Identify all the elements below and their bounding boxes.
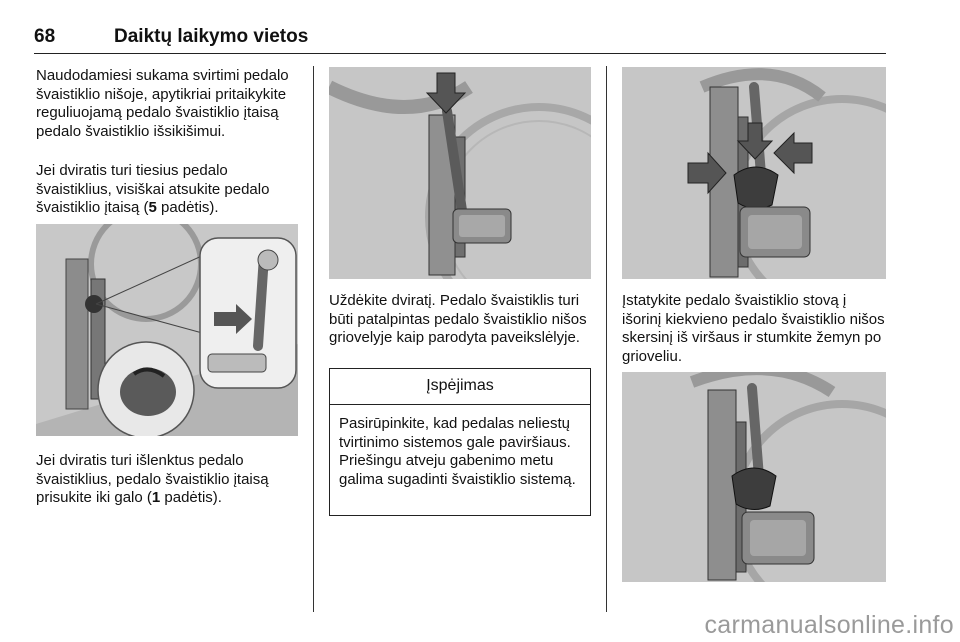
warning-title: Įspėjimas: [330, 369, 590, 405]
figure-crank-adjuster: [36, 224, 298, 436]
page-title: Daiktų laikymo vietos: [114, 26, 309, 47]
page-header: [34, 26, 886, 54]
warning-text: Pasirūpinkite, kad pedalas neliestų tvirtinimo sistemos gale paviršiaus. Priešingu atveju gabenimo metu galima sugadinti švaistiklio sistemą.: [339, 415, 576, 488]
column-divider: [313, 66, 314, 612]
paragraph-adjust-crank: Naudodamiesi sukama svirtimi pedalo švaistiklio nišoje, apytikriai pritaikykite reguliuojamą pedalo švaistiklio įtaisą pedalo švaistiklio išsikišimui.: [36, 67, 289, 140]
paragraph-place-bike: Uždėkite dviratį. Pedalo švaistiklis turi būti patalpintas pedalo švaistiklio nišos griovelyje kaip parodyta paveikslėlyje.: [329, 292, 587, 346]
paragraph-insert-holder: Įstatykite pedalo švaistiklio stovą į išorinį kiekvieno pedalo švaistiklio nišos skersinį iš viršaus ir stumkite žemyn po grioveliu.: [622, 292, 885, 365]
figure-crank-holder-installed: [622, 372, 886, 582]
watermark: carmanualsonline.info: [704, 611, 954, 639]
paragraph-straight-cranks: Jei dviratis turi tiesius pedalo švaistiklius, visiškai atsukite pedalo švaistiklio įtaisą (5 padėtis).: [36, 162, 270, 216]
paragraph-curved-cranks: Jei dviratis turi išlenktus pedalo švaistiklius, pedalo švaistiklio įtaisą prisukite iki galo (1 padėtis).: [36, 452, 269, 506]
column-divider: [606, 66, 607, 612]
page-number: 68: [34, 26, 56, 47]
figure-bike-placement: [329, 67, 591, 279]
warning-box: [329, 368, 591, 516]
figure-crank-holder-insert: [622, 67, 886, 279]
